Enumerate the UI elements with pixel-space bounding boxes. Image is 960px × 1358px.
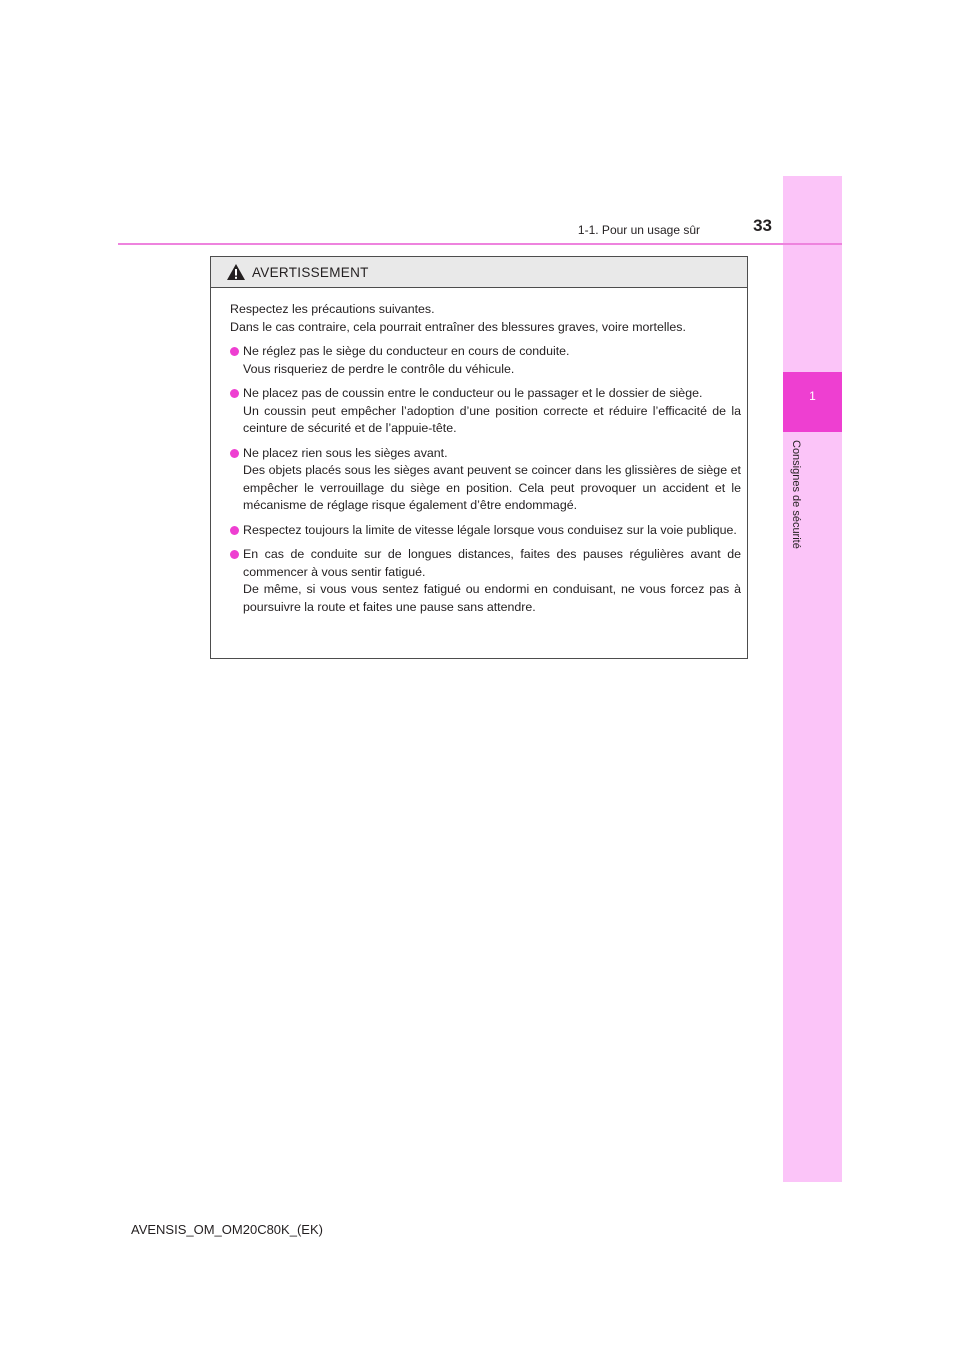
bullet-dot-icon (230, 347, 239, 356)
bullet-text: Ne placez rien sous les sièges avant. (243, 445, 448, 460)
chapter-title: Consignes de sécurité (790, 440, 802, 549)
page-number: 33 (753, 216, 772, 235)
chapter-number: 1 (809, 389, 816, 403)
bullet-text: Respectez toujours la limite de vitesse légale lorsque vous conduisez sur la voie publique. (243, 522, 737, 537)
document-code: AVENSIS_OM_OM20C80K_(EK) (131, 1222, 323, 1237)
warning-bullet (230, 343, 741, 378)
warning-header (211, 257, 747, 288)
warning-box (210, 256, 748, 659)
warning-bullet (230, 546, 741, 616)
bullet-dot-icon (230, 550, 239, 559)
warning-intro-line: Dans le cas contraire, cela pourrait entraîner des blessures graves, voire mortelles. (230, 319, 686, 334)
bullet-text: En cas de conduite sur de longues distances, faites des pauses régulières avant de commencer à vous sentir fatigué. (243, 547, 741, 579)
warning-intro (230, 301, 741, 336)
bullet-dot-icon (230, 389, 239, 398)
section-title: 1-1. Pour un usage sûr (577, 223, 700, 237)
bullet-text: De même, si vous vous sentez fatigué ou endormi en conduisant, ne vous forcez pas à poursuivre la route et faites une pause sans attendre. (243, 582, 741, 614)
bullet-text: Des objets placés sous les sièges avant peuvent se coincer dans les glissières de siège et empêcher le verrouillage du siège en position. Cela peut provoquer un accident et le mécanisme de réglage risque également d’être endommagé. (243, 463, 741, 512)
warning-body (211, 288, 747, 616)
bullet-text: Vous risqueriez de perdre le contrôle du véhicule. (243, 361, 515, 376)
header-divider (118, 243, 842, 245)
bullet-dot-icon (230, 449, 239, 458)
bullet-dot-icon (230, 526, 239, 535)
warning-bullet (230, 445, 741, 515)
warning-title: AVERTISSEMENT (252, 264, 369, 280)
chapter-side-tab (783, 176, 842, 1182)
bullet-text: Ne placez pas de coussin entre le conducteur ou le passager et le dossier de siège. (243, 386, 703, 400)
bullet-text: Ne réglez pas le siège du conducteur en cours de conduite. (243, 344, 570, 358)
warning-intro-line: Respectez les précautions suivantes. (230, 302, 435, 316)
warning-triangle-icon (226, 263, 246, 281)
warning-bullet (230, 385, 741, 438)
warning-bullet (230, 522, 741, 540)
bullet-text: Un coussin peut empêcher l’adoption d’une position correcte et réduire l’efficacité de la ceinture de sécurité et de l’appuie-tête. (243, 403, 741, 435)
